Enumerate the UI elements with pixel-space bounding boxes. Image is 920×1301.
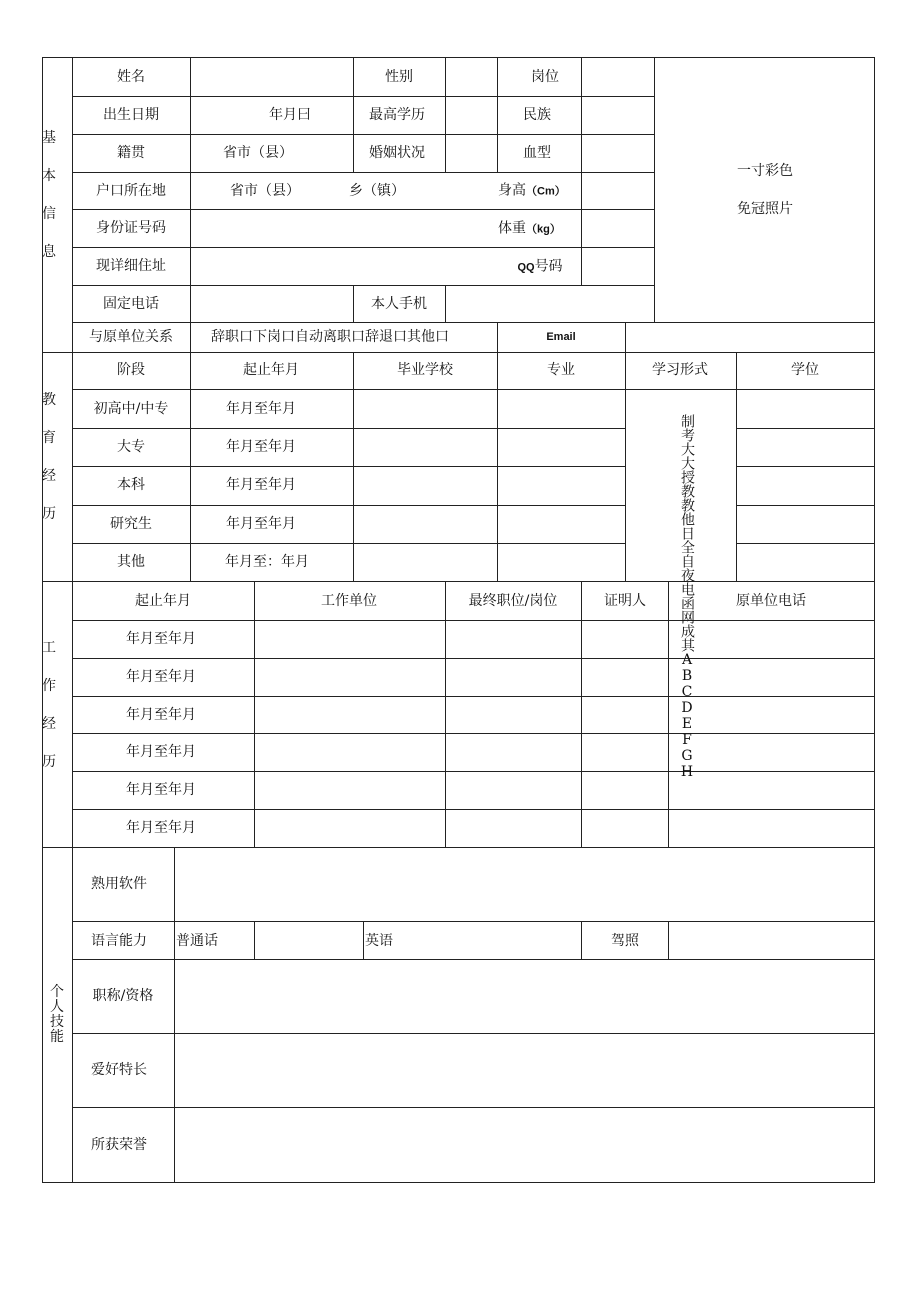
- work-header-referee: 证明人: [604, 593, 646, 609]
- border-bottom: [42, 1182, 875, 1183]
- rule: [654, 57, 655, 323]
- gender-label: 性别: [385, 69, 413, 85]
- rule: [254, 581, 255, 848]
- rule: [72, 809, 875, 810]
- relation-label: 与原单位关系: [89, 329, 173, 345]
- edu-header-study-form: 学习形式: [652, 362, 708, 378]
- edu-header-school: 毕业学校: [397, 362, 453, 378]
- rule: [353, 352, 354, 582]
- rule: [497, 57, 498, 172]
- rule: [72, 771, 875, 772]
- rule: [353, 285, 354, 323]
- rule: [625, 322, 626, 353]
- height-label-text: 身高: [498, 182, 526, 199]
- native-place-value: 省市（县）: [223, 145, 293, 161]
- rule: [497, 352, 498, 582]
- rule: [72, 620, 875, 621]
- honor-label: 所获荣誉: [91, 1137, 147, 1153]
- rule: [445, 285, 446, 323]
- work-header-period: 起止年月: [135, 593, 191, 609]
- photo-placeholder-line2: 免冠照片: [737, 201, 793, 217]
- rule: [668, 921, 669, 960]
- rule: [72, 172, 655, 173]
- rule: [190, 352, 191, 582]
- qq-label-text: 号码: [534, 258, 563, 275]
- work-header-position: 最终职位/岗位: [468, 593, 558, 609]
- edu-row-stage: 大专: [117, 439, 145, 455]
- edu-row-period: 年月至年月: [226, 516, 296, 532]
- photo-placeholder-line1: 一寸彩色: [737, 163, 793, 179]
- weight-label: [498, 221, 561, 238]
- work-row-period: 年月至年月: [126, 631, 196, 647]
- edu-header-major: 专业: [547, 362, 575, 378]
- rule: [736, 543, 875, 544]
- rule: [72, 466, 625, 467]
- rule: [625, 352, 626, 582]
- height-unit: （Cm）: [526, 185, 566, 198]
- study-form-column: 制考大大授教教他日: [679, 414, 695, 540]
- rule: [353, 57, 354, 172]
- rule: [72, 1033, 875, 1034]
- rule: [736, 466, 875, 467]
- height-label: [498, 183, 566, 200]
- work-row-period: 年月至年月: [126, 669, 196, 685]
- work-header-employer: 工作单位: [321, 593, 377, 609]
- section-label-education: 教育经历: [42, 392, 56, 522]
- border-top: [42, 57, 875, 58]
- work-row-period: 年月至年月: [126, 744, 196, 760]
- rule: [72, 96, 655, 97]
- rule: [581, 57, 582, 285]
- rule: [72, 134, 655, 135]
- rule: [174, 847, 175, 1183]
- rule: [445, 57, 446, 172]
- edu-row-period: 年月至年月: [226, 477, 296, 493]
- rule: [668, 581, 669, 848]
- edu-row-stage: 其他: [117, 554, 145, 570]
- edu-row-stage: 研究生: [110, 516, 152, 532]
- rule: [254, 921, 255, 960]
- work-row-period: 年月至年月: [126, 707, 196, 723]
- study-form-column: 全自夜电函网成其ABCDEFGH: [679, 540, 695, 780]
- rule: [72, 428, 625, 429]
- rule: [72, 285, 655, 286]
- title-qualification-label: 职称/资格: [92, 988, 154, 1004]
- rule: [72, 505, 625, 506]
- edu-row-stage: 本科: [117, 477, 145, 493]
- hukou-label: 户口所在地: [96, 183, 166, 199]
- edu-header-degree: 学位: [791, 362, 819, 378]
- rule: [72, 543, 625, 544]
- position-label: 岗位: [531, 69, 559, 85]
- edu-row-period: 年月至：年月: [225, 554, 309, 570]
- section-rule: [42, 581, 875, 582]
- edu-row-period: 年月至年月: [226, 401, 296, 417]
- hobby-label: 爱好特长: [91, 1062, 147, 1078]
- rule: [72, 322, 875, 323]
- rule: [72, 389, 875, 390]
- mobile-label: 本人手机: [371, 296, 427, 312]
- rule: [736, 505, 875, 506]
- work-row-period: 年月至年月: [126, 782, 196, 798]
- rule: [72, 921, 875, 922]
- section-label-skills: 个人技能: [50, 984, 64, 1045]
- qq-label: [517, 259, 562, 276]
- edu-row-period: 年月至年月: [226, 439, 296, 455]
- qq-label-prefix: QQ: [517, 261, 535, 274]
- ethnicity-label: 民族: [523, 107, 551, 123]
- rule: [72, 658, 875, 659]
- mandarin-label: 普通话: [176, 933, 218, 949]
- section-label-divider: [72, 57, 73, 1183]
- language-label: 语言能力: [91, 933, 147, 949]
- rule: [581, 581, 582, 848]
- rule: [72, 733, 875, 734]
- license-label: 驾照: [611, 933, 639, 949]
- hukou-value-town: 乡（镇）: [349, 183, 405, 199]
- english-label: 英语: [365, 933, 393, 949]
- birth-value: 年月曰: [269, 107, 311, 123]
- rule: [445, 581, 446, 848]
- section-rule: [42, 847, 875, 848]
- edu-row-stage: 初高中/中专: [93, 401, 169, 417]
- rule: [72, 209, 655, 210]
- rule: [190, 57, 191, 353]
- rule: [736, 352, 737, 582]
- rule: [736, 428, 875, 429]
- landline-label: 固定电话: [103, 296, 159, 312]
- weight-unit: （kg）: [526, 223, 561, 236]
- work-header-phone: 原单位电话: [736, 593, 806, 609]
- rule: [72, 696, 875, 697]
- study-form-options: [679, 414, 694, 780]
- rule: [581, 921, 582, 960]
- section-label-basic: 基本信息: [42, 130, 56, 260]
- weight-label-text: 体重: [498, 220, 526, 237]
- marital-status-label: 婚姻状况: [369, 145, 425, 161]
- work-row-period: 年月至年月: [126, 820, 196, 836]
- hukou-value-city: 省市（县）: [230, 183, 300, 199]
- edu-header-stage: 阶段: [117, 362, 145, 378]
- relation-options: 辞职口下岗口自动离职口辞退口其他口: [211, 329, 449, 345]
- border-right: [874, 57, 875, 1183]
- id-number-label: 身份证号码: [96, 220, 166, 236]
- rule: [497, 322, 498, 353]
- rule: [72, 247, 655, 248]
- software-label: 熟用软件: [91, 876, 147, 892]
- section-label-work: 工作经历: [42, 640, 56, 770]
- birth-label: 出生日期: [103, 107, 159, 123]
- rule: [363, 921, 364, 960]
- email-label: Email: [546, 331, 576, 343]
- native-place-label: 籍贯: [117, 145, 145, 161]
- address-label: 现详细住址: [96, 258, 166, 274]
- edu-header-period: 起止年月: [243, 362, 299, 378]
- blood-type-label: 血型: [523, 145, 551, 161]
- education-level-label: 最高学历: [369, 107, 425, 123]
- rule: [72, 959, 875, 960]
- name-label: 姓名: [117, 69, 145, 85]
- section-rule: [42, 352, 875, 353]
- rule: [72, 1107, 875, 1108]
